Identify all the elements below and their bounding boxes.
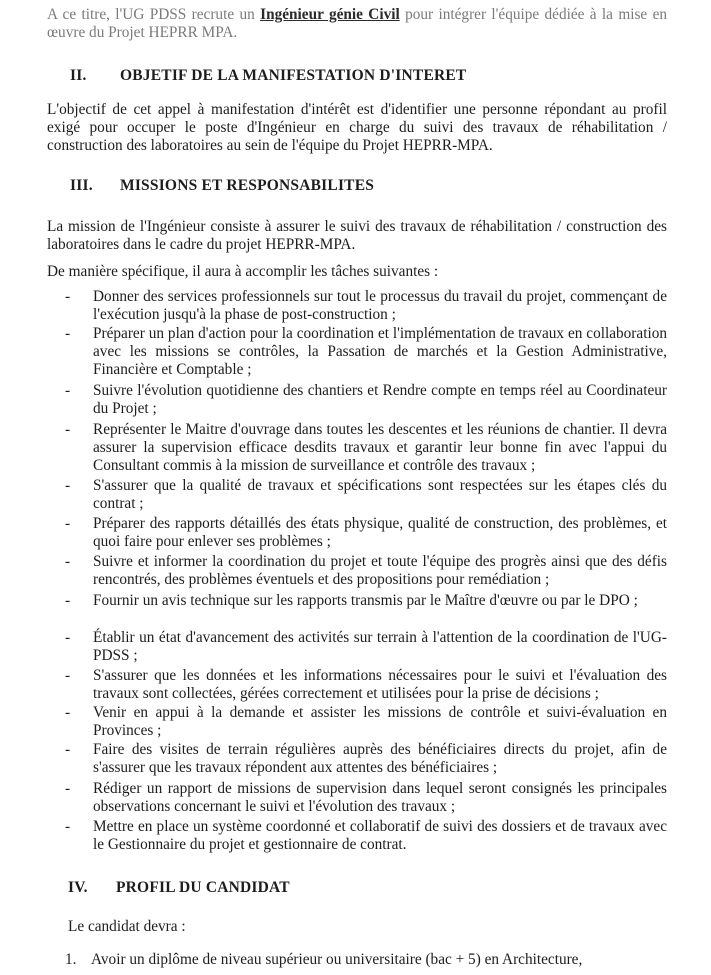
section-4-heading: [68, 879, 628, 899]
requirement-number: 1.: [65, 951, 77, 968]
bullet-dash: -: [65, 704, 71, 721]
section-2-number: II.: [70, 67, 87, 84]
intro-role: Ingénieur génie Civil: [260, 6, 400, 23]
section-2-heading: [70, 67, 630, 87]
bullet-dash: -: [65, 421, 71, 438]
section-2-title: OBJETIF DE LA MANIFESTATION D'INTERET: [120, 67, 467, 84]
section-4-title: PROFIL DU CANDIDAT: [116, 879, 290, 896]
bullet-dash: -: [65, 818, 71, 835]
section-4-lead: Le candidat devra :: [68, 918, 186, 935]
bullet-dash: -: [65, 741, 71, 758]
task-text: Fournir un avis technique sur les rapports transmis par le Maître d'œuvre ou par le DPO ;: [93, 592, 638, 609]
bullet-dash: -: [65, 553, 71, 570]
task-text: Rédiger un rapport de missions de supervision dans lequel seront consignés les principales observations concernant le suivi et l'évolution des travaux ;: [93, 780, 667, 815]
bullet-dash: -: [65, 515, 71, 532]
section-2-body: L'objectif de cet appel à manifestation d'intérêt est d'identifier une personne répondant au profil exigé pour occuper le poste d'Ingénieur en charge du suivi des travaux de réhabilitation / construction des laboratoires au sein de l'équipe du Projet HEPRR-MPA.: [47, 101, 667, 154]
task-text: Venir en appui à la demande et assister les missions de contrôle et suivi-évaluation en Provinces ;: [93, 704, 667, 739]
bullet-dash: -: [65, 667, 71, 684]
task-text: Faire des visites de terrain régulières auprès des bénéficiaires directs du projet, afin de s'assurer que les travaux répondent aux attentes des bénéficiaires ;: [93, 741, 667, 776]
section-3-intro: La mission de l'Ingénieur consiste à assurer le suivi des travaux de réhabilitation / construction des laboratoires dans le cadre du projet HEPRR-MPA.: [47, 218, 667, 253]
bullet-dash: -: [65, 288, 71, 305]
bullet-dash: -: [65, 780, 71, 797]
section-3-lead: De manière spécifique, il aura à accomplir les tâches suivantes :: [47, 263, 439, 280]
task-text: S'assurer que la qualité de travaux et spécifications sont respectées sur les étapes clés du contrat ;: [93, 477, 667, 512]
task-text: Mettre en place un système coordonné et collaboratif de suivi des dossiers et de travaux avec le Gestionnaire du projet et gestionnaire de contrat.: [93, 818, 667, 853]
section-3-number: III.: [70, 177, 93, 194]
task-text: Établir un état d'avancement des activités sur terrain à l'attention de la coordination de l'UG-PDSS ;: [93, 629, 667, 664]
requirement-text: Avoir un diplôme de niveau supérieur ou universitaire (bac + 5) en Architecture,: [91, 951, 583, 968]
bullet-dash: -: [65, 629, 71, 646]
task-text: S'assurer que les données et les informations nécessaires pour le suivi et l'évaluation des travaux sont collectées, gérées correctement et utilisées pour la prise de décisions ;: [93, 667, 667, 702]
section-3-heading: [70, 177, 630, 197]
bullet-dash: -: [65, 477, 71, 494]
task-text: Préparer des rapports détaillés des états physique, qualité de construction, des problèmes, et quoi faire pour enlever ses problèmes ;: [93, 515, 667, 550]
bullet-dash: -: [65, 592, 71, 609]
intro-suffix: pour intégrer l'équipe dédiée à la mise en œuvre du Projet HEPRR MPA.: [47, 6, 668, 41]
task-text: Suivre et informer la coordination du projet et toute l'équipe des progrès ainsi que des défis rencontrés, des problèmes éventuels et des propositions pour remédiation ;: [93, 553, 667, 588]
bullet-dash: -: [65, 325, 71, 342]
task-text: Représenter le Maitre d'ouvrage dans toutes les descentes et les réunions de chantier. Il devra assurer la supervision efficace desdits travaux et garantir leur bonne fin avec l'appui du Consultant commis à la mission de surveillance et contrôle des travaux ;: [93, 421, 667, 474]
section-3-title: MISSIONS ET RESPONSABILITES: [120, 177, 375, 194]
intro-paragraph: [47, 6, 667, 42]
task-text: Donner des services professionnels sur tout le processus du travail du projet, commençant de l'exécution jusqu'à la phase de post-construction ;: [93, 288, 667, 323]
task-text: Préparer un plan d'action pour la coordination et l'implémentation de travaux en collaboration avec les missions se contrôles, la Passation de marchés et la Gestion Administrative, Financière et Comptable ;: [93, 325, 667, 378]
section-4-number: IV.: [68, 879, 88, 896]
bullet-dash: -: [65, 382, 71, 399]
intro-prefix: A ce titre, l'UG PDSS recrute un: [47, 6, 255, 23]
task-text: Suivre l'évolution quotidienne des chantiers et Rendre compte en temps réel au Coordinateur du Projet ;: [93, 382, 667, 417]
